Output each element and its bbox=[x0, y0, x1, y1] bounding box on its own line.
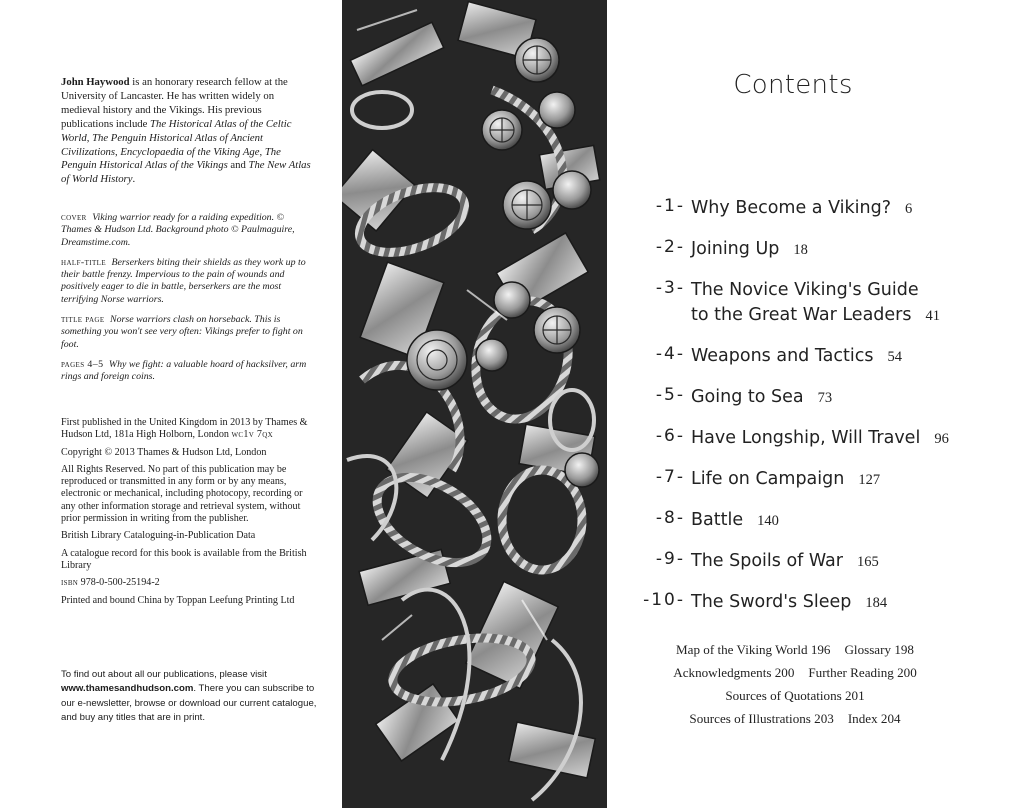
back-matter-entry[interactable]: Map of the Viking World 196 bbox=[676, 642, 831, 657]
caption-pages-4-5: pages 4–5 Why we fight: a valuable hoard of hacksilver, arm rings and foreign coins. bbox=[61, 358, 307, 383]
chapter-number: -9- bbox=[655, 549, 685, 569]
chapter-title: Going to Sea bbox=[691, 387, 804, 407]
image-captions bbox=[61, 212, 313, 392]
page-number: 200 bbox=[774, 665, 795, 680]
chapter-title: The Novice Viking's Guide bbox=[691, 280, 919, 300]
back-matter-entry[interactable]: Sources of Quotations 201 bbox=[725, 688, 865, 703]
page-number: 41 bbox=[925, 308, 940, 324]
hacksilver-hoard-photo bbox=[342, 0, 607, 808]
chapter-list bbox=[630, 196, 1000, 631]
toc-entry[interactable] bbox=[630, 196, 1000, 237]
publisher-url[interactable]: www.thamesandhudson.com bbox=[61, 683, 194, 695]
chapter-number: -8- bbox=[655, 508, 685, 528]
toc-entry[interactable] bbox=[630, 237, 1000, 278]
chapter-title: Joining Up bbox=[691, 239, 780, 259]
chapter-number: -10- bbox=[643, 590, 685, 610]
page-number: 196 bbox=[810, 642, 831, 657]
chapter-title: The Spoils of War bbox=[691, 551, 843, 571]
page-number: 96 bbox=[934, 431, 949, 447]
chapter-title: Life on Campaign bbox=[691, 469, 845, 489]
page-number: 18 bbox=[793, 242, 808, 258]
toc-entry[interactable] bbox=[630, 385, 1000, 426]
page-number: 127 bbox=[858, 472, 881, 488]
page-number: 204 bbox=[880, 711, 901, 726]
caption-cover: cover Viking warrior ready for a raiding expedition. © Thames & Hudson Ltd. Background photo © Paulmaguire, Dreamstime.com. bbox=[61, 212, 295, 248]
back-matter-list bbox=[640, 638, 950, 730]
toc-entry[interactable] bbox=[630, 508, 1000, 549]
caption-title-page: title page Norse warriors clash on horseback. This is something you won't see very often: Vikings prefer to fight on foot. bbox=[61, 314, 303, 350]
page-number: 6 bbox=[905, 201, 913, 217]
printed-by: Printed and bound China by Toppan Leefung Printing Ltd bbox=[61, 594, 295, 606]
hoard-image-svg bbox=[342, 0, 607, 808]
rights-reserved: All Rights Reserved. No part of this publication may be reproduced or transmitted in any form or by any means, electronic or mechanical, including photocopy, recording or any other information storage and retrieval system, without prior permission in writing from the publisher. bbox=[61, 463, 303, 525]
chapter-number: -1- bbox=[655, 196, 685, 216]
page-number: 203 bbox=[814, 711, 834, 726]
page-number: 200 bbox=[897, 665, 917, 680]
chapter-number: -2- bbox=[655, 237, 685, 257]
bio-paragraph: John Haywood is an honorary research fellow at the University of Lancaster. He has written widely on medieval history and the Vikings. His previous publications include The Historical Atlas of the Celtic World, The Penguin Historical Atlas of Ancient Civilizations, Encyclopaedia of the Viking Age, The Penguin Historical Atlas of the Vikings and The New Atlas of World History. bbox=[61, 76, 311, 186]
catalogue-record: A catalogue record for this book is available from the British Library bbox=[61, 547, 307, 571]
toc-entry[interactable] bbox=[630, 590, 1000, 631]
first-published: First published in the United Kingdom in 2013 by Thames & Hudson Ltd, 181a High Holborn, London wc1v 7qx bbox=[61, 417, 308, 441]
chapter-number: -6- bbox=[655, 426, 685, 446]
back-matter-entry[interactable]: Sources of Illustrations 203 bbox=[689, 711, 834, 726]
page-number: 165 bbox=[856, 554, 879, 570]
page-number: 73 bbox=[817, 390, 833, 406]
toc-entry[interactable] bbox=[630, 344, 1000, 385]
page-number: 184 bbox=[865, 595, 888, 611]
page-number: 198 bbox=[894, 642, 914, 657]
chapter-title: Have Longship, Will Travel bbox=[691, 428, 921, 448]
chapter-title-line2: to the Great War Leaders bbox=[691, 305, 912, 325]
chapter-number: -7- bbox=[655, 467, 685, 487]
caption-half-title: half-title Berserkers biting their shields as they work up to their battle frenzy. Impervious to the pain of wounds and positively eager to die in battle, berserkers are the most terrifying Norse warriors. bbox=[61, 256, 306, 305]
back-matter-entry[interactable]: Glossary 198 bbox=[844, 642, 914, 657]
isbn-line: isbn 978-0-500-25194-2 bbox=[61, 577, 160, 589]
toc-entry[interactable] bbox=[630, 549, 1000, 590]
chapter-number: -3- bbox=[655, 278, 685, 298]
toc-entry[interactable] bbox=[630, 426, 1000, 467]
author-name: John Haywood bbox=[61, 76, 130, 88]
chapter-number: -4- bbox=[655, 344, 685, 364]
back-matter-entry[interactable]: Index 204 bbox=[847, 711, 901, 726]
chapter-number: -5- bbox=[655, 385, 685, 405]
back-matter-entry[interactable]: Acknowledgments 200 bbox=[673, 665, 795, 680]
copyright-line: Copyright © 2013 Thames & Hudson Ltd, London bbox=[61, 446, 267, 458]
chapter-title: Battle bbox=[691, 510, 744, 530]
toc-entry[interactable] bbox=[630, 278, 1000, 344]
publisher-website-note: To find out about all our publications, please visit www.thamesandhudson.com. There you can subscribe to our e-newsletter, browse or download our current catalogue, and buy any titles that are in print. bbox=[61, 669, 317, 723]
back-matter-entry[interactable]: Further Reading 200 bbox=[808, 665, 917, 680]
toc-entry[interactable] bbox=[630, 467, 1000, 508]
page-number: 201 bbox=[845, 688, 865, 703]
chapter-title: The Sword's Sleep bbox=[691, 592, 852, 612]
contents-heading: Contents bbox=[733, 70, 853, 100]
copyright-imprint bbox=[61, 417, 313, 612]
page-number: 54 bbox=[887, 349, 902, 365]
chapter-title: Weapons and Tactics bbox=[691, 346, 874, 366]
cip-data: British Library Cataloguing-in-Publication Data bbox=[61, 530, 256, 542]
chapter-title: Why Become a Viking? bbox=[691, 198, 892, 218]
page-number: 140 bbox=[757, 513, 779, 529]
author-bio bbox=[61, 76, 313, 187]
